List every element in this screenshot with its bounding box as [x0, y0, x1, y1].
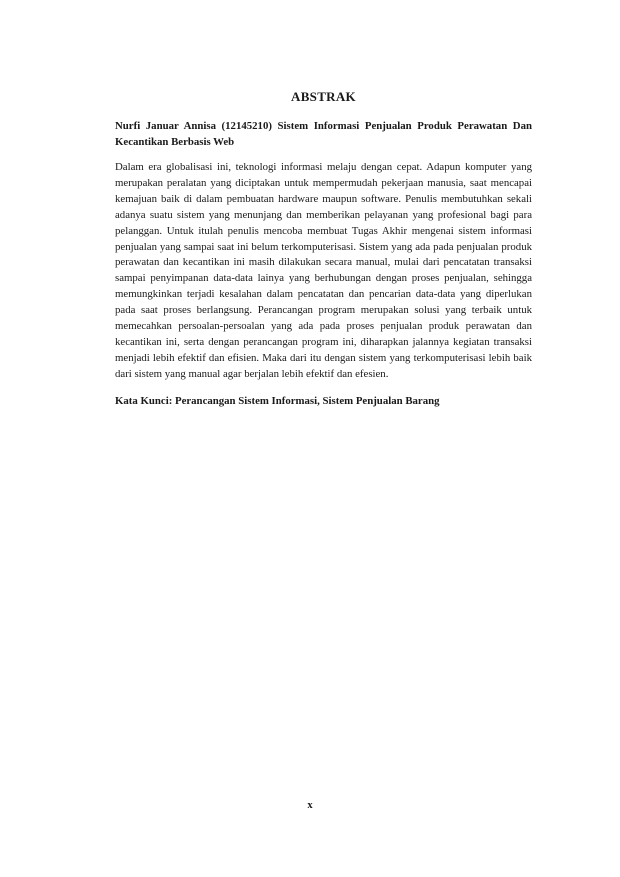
author-title-line: Nurfi Januar Annisa (12145210) Sistem Informasi Penjualan Produk Perawatan Dan Kecantikan Berbasis Web	[115, 120, 532, 148]
page-title: ABSTRAK	[291, 89, 356, 104]
abstract-section	[115, 88, 532, 409]
keywords-line: Kata Kunci: Perancangan Sistem Informasi, Sistem Penjualan Barang	[115, 394, 440, 407]
page-number: x	[307, 800, 313, 811]
abstract-paragraph: Dalam era globalisasi ini, teknologi informasi melaju dengan cepat. Adapun komputer yang merupakan peralatan yang diciptakan untuk mempermudah pekerjaan manusia, saat mencapai kemajuan baik di dalam pembuatan hardware maupun software. Penulis membutuhkan sekali adanya suatu sistem yang menunjang dan memberikan pelayanan yang profesional bagi para pelanggan. Untuk itulah penulis mencoba membuat Tugas Akhir mengenai sistem informasi penjualan yang sampai saat ini belum terkomputerisasi. Sistem yang ada pada penjualan produk perawatan dan kecantikan ini masih dilakukan secara manual, mulai dari pencatatan transaksi sampai penyimpanan data-data lainya yang berhubungan dengan proses penjualan, sehingga memungkinkan terjadi kesalahan dalam pencatatan dan pencarian data-data yang diperlukan pada saat proses berlangsung. Perancangan program merupakan solusi yang terbaik untuk memecahkan persoalan-persoalan yang ada pada proses penjualan produk perawatan dan kecantikan ini, serta dengan perancangan program ini, diharapkan jalannya kegiatan transaksi menjadi lebih efektif dan efisien. Maka dari itu dengan sistem yang terkomputerisasi lebih baik dari sistem yang manual agar berjalan lebih efektif dan efesien.	[115, 161, 532, 380]
